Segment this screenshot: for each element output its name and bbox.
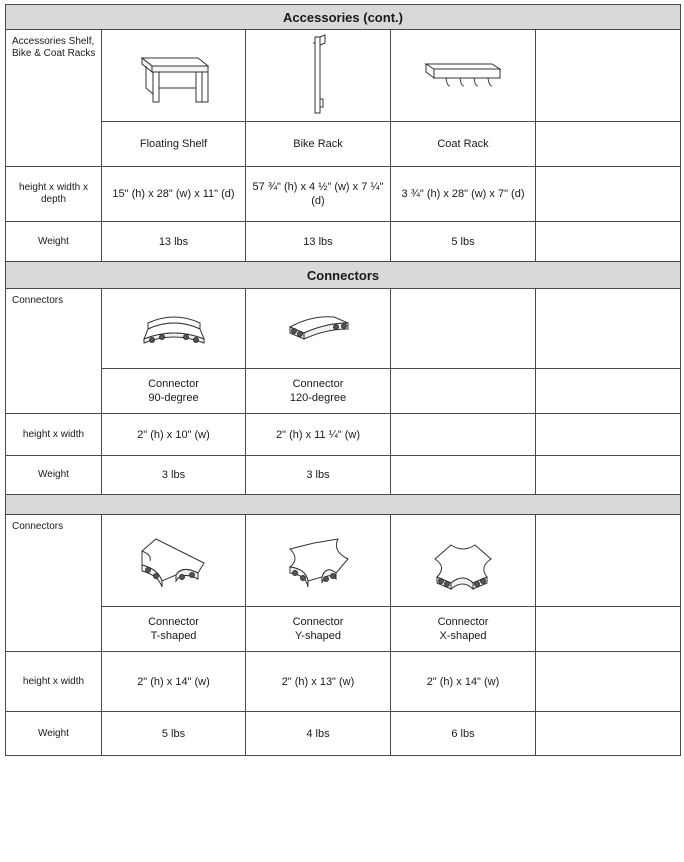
bike-rack-icon (298, 33, 338, 119)
dims-label: height x width (6, 652, 102, 712)
empty-cell (391, 456, 536, 495)
item-weight: 3 lbs (246, 456, 391, 495)
empty-cell (536, 515, 681, 607)
dims-label: height x width (6, 414, 102, 456)
item-dims: 2" (h) x 14" (w) (391, 652, 536, 712)
item-name (391, 607, 536, 652)
row-label-connectors: Connectors (6, 289, 102, 414)
item-dims: 2" (h) x 13" (w) (246, 652, 391, 712)
item-name-line1: Connector (292, 616, 344, 628)
empty-cell (536, 607, 681, 652)
connector-x-image (391, 515, 536, 607)
coat-rack-icon (418, 56, 508, 96)
bike-rack-image (246, 30, 391, 122)
dims-label: height x width x depth (6, 167, 102, 222)
item-weight: 5 lbs (391, 222, 536, 262)
connector-y-icon (276, 529, 360, 593)
connector-90-image (102, 289, 246, 369)
empty-cell (536, 369, 681, 414)
item-weight: 13 lbs (246, 222, 391, 262)
item-name-line2: 90-degree (148, 392, 199, 404)
section-title-blank (6, 495, 681, 515)
item-weight: 3 lbs (102, 456, 246, 495)
section-header-accessories (6, 5, 681, 30)
item-dims: 3 ¾" (h) x 28" (w) x 7" (d) (391, 167, 536, 222)
item-weight: 4 lbs (246, 712, 391, 756)
connector-120-image (246, 289, 391, 369)
item-name-line2: T-shaped (150, 630, 197, 642)
item-name-line2: 120-degree (289, 392, 347, 404)
weight-label: Weight (6, 712, 102, 756)
connector-90-icon (138, 309, 210, 349)
item-weight: 6 lbs (391, 712, 536, 756)
empty-cell (536, 30, 681, 122)
item-name: Floating Shelf (102, 122, 246, 167)
item-dims: 57 ¾" (h) x 4 ½" (w) x 7 ¼" (d) (246, 167, 391, 222)
item-dims: 15" (h) x 28" (w) x 11" (d) (102, 167, 246, 222)
empty-cell (391, 369, 536, 414)
empty-cell (536, 414, 681, 456)
connector-y-image (246, 515, 391, 607)
connector-t-image (102, 515, 246, 607)
row-label-connectors: Connectors (6, 515, 102, 652)
empty-cell (536, 222, 681, 262)
item-dims: 2" (h) x 11 ¼" (w) (246, 414, 391, 456)
item-name-line1: Connector (437, 616, 489, 628)
item-name-line1: Connector (148, 378, 199, 390)
connector-x-icon (421, 529, 505, 593)
item-name (102, 369, 246, 414)
row-label-accessories: Accessories Shelf, Bike & Coat Racks (6, 30, 102, 167)
item-name-line1: Connector (292, 378, 344, 390)
coat-rack-image (391, 30, 536, 122)
section-header-connectors (6, 262, 681, 289)
section-header-blank (6, 495, 681, 515)
item-name (246, 369, 391, 414)
item-dims: 2" (h) x 10" (w) (102, 414, 246, 456)
empty-cell (536, 652, 681, 712)
weight-label: Weight (6, 456, 102, 495)
empty-cell (391, 289, 536, 369)
empty-cell (536, 167, 681, 222)
item-weight: 13 lbs (102, 222, 246, 262)
spec-table (5, 4, 681, 756)
empty-cell (536, 122, 681, 167)
section-title-connectors: Connectors (6, 262, 681, 289)
weight-label: Weight (6, 222, 102, 262)
item-name (246, 607, 391, 652)
item-dims: 2" (h) x 14" (w) (102, 652, 246, 712)
item-name-line1: Connector (148, 616, 199, 628)
section-title-accessories: Accessories (cont.) (6, 5, 681, 30)
empty-cell (536, 712, 681, 756)
connector-t-icon (132, 529, 216, 593)
item-name (102, 607, 246, 652)
item-name-line2: Y-shaped (294, 630, 342, 642)
empty-cell (536, 289, 681, 369)
item-weight: 5 lbs (102, 712, 246, 756)
item-name: Bike Rack (246, 122, 391, 167)
empty-cell (391, 414, 536, 456)
empty-cell (536, 456, 681, 495)
connector-120-icon (282, 309, 354, 349)
floating-shelf-image (102, 30, 246, 122)
floating-shelf-icon (132, 44, 216, 108)
item-name-line2: X-shaped (439, 630, 487, 642)
item-name: Coat Rack (391, 122, 536, 167)
